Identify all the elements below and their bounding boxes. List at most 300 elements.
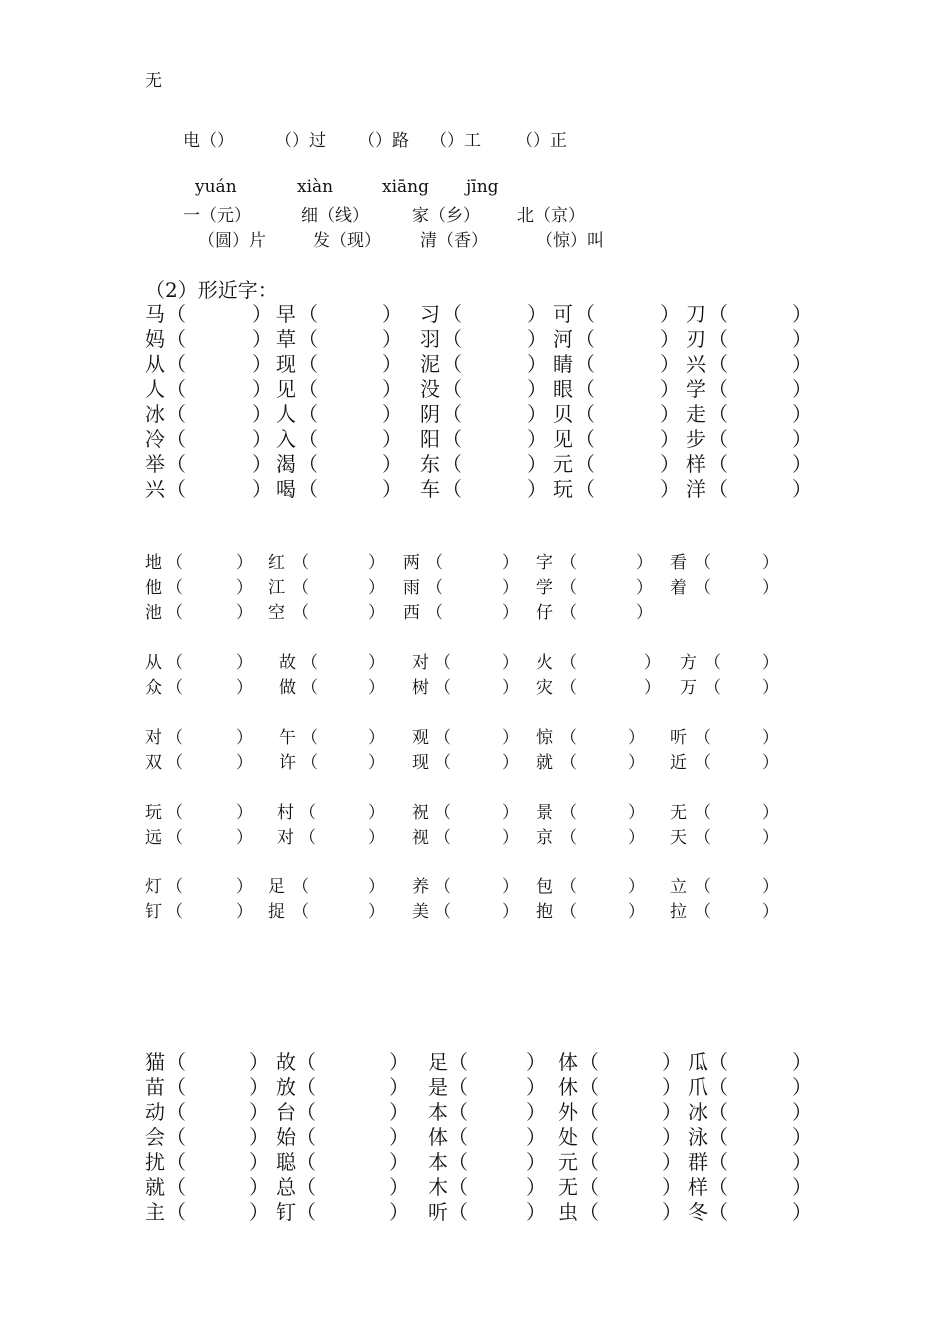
answer-blank-open[interactable]: （ bbox=[694, 877, 711, 897]
exercise-character: 就 bbox=[145, 1175, 165, 1199]
answer-blank-close: ） bbox=[526, 1050, 546, 1074]
answer-blank-close: ） bbox=[644, 678, 661, 698]
exercise-character: 他 bbox=[145, 578, 162, 598]
answer-blank-open[interactable]: （ bbox=[434, 902, 451, 922]
exercise-row bbox=[0, 823, 950, 848]
answer-blank-close: ） bbox=[636, 553, 653, 573]
exercise-row bbox=[0, 1196, 950, 1224]
answer-blank-open[interactable]: （ bbox=[296, 1200, 316, 1224]
answer-blank-open[interactable]: （ bbox=[708, 327, 728, 351]
answer-blank-open[interactable]: （ bbox=[694, 803, 711, 823]
exercise-character: 虫 bbox=[558, 1200, 578, 1224]
answer-blank-close: ） bbox=[762, 653, 779, 673]
exercise-character: 体 bbox=[558, 1050, 578, 1074]
answer-blank-open[interactable]: （ bbox=[560, 553, 577, 573]
answer-blank-close: ） bbox=[660, 302, 680, 326]
answer-blank-close: ） bbox=[660, 377, 680, 401]
answer-blank-open[interactable]: （ bbox=[166, 902, 183, 922]
answer-blank-open[interactable]: （ bbox=[292, 553, 309, 573]
exercise-character: 学 bbox=[536, 578, 553, 598]
exercise-character: 马 bbox=[145, 302, 165, 326]
exercise-character: 学 bbox=[686, 377, 706, 401]
exercise-character: 听 bbox=[428, 1200, 448, 1224]
answer-blank-close: ） bbox=[628, 753, 645, 773]
answer-blank-close: ） bbox=[368, 753, 385, 773]
answer-blank-open[interactable]: （ bbox=[166, 1100, 186, 1124]
answer-blank-close: ） bbox=[662, 1050, 682, 1074]
answer-blank-open[interactable]: （ bbox=[708, 352, 728, 376]
answer-blank-open[interactable]: （ bbox=[442, 302, 462, 326]
pinyin-label: xiāng bbox=[382, 177, 429, 197]
exercise-character: 阴 bbox=[420, 402, 440, 426]
answer-blank-close: ） bbox=[389, 1200, 409, 1224]
answer-blank-open[interactable]: （ bbox=[434, 803, 451, 823]
answer-blank-close: ） bbox=[389, 1050, 409, 1074]
exercise-row bbox=[0, 1146, 950, 1174]
answer-blank-close: ） bbox=[249, 1050, 269, 1074]
exercise-character: 苗 bbox=[145, 1075, 165, 1099]
answer-blank-open[interactable]: （ bbox=[166, 828, 183, 848]
answer-blank-open[interactable]: （ bbox=[579, 1175, 599, 1199]
answer-blank-close: ） bbox=[792, 452, 812, 476]
exercise-item: （）正 bbox=[516, 131, 567, 151]
answer-blank-open[interactable]: （ bbox=[708, 1100, 728, 1124]
answer-blank-open[interactable]: （ bbox=[166, 377, 186, 401]
answer-blank-open[interactable]: （ bbox=[442, 427, 462, 451]
answer-blank-close: ） bbox=[502, 728, 519, 748]
answer-blank-close: ） bbox=[382, 427, 402, 451]
exercise-character: 树 bbox=[412, 678, 429, 698]
answer-blank-open[interactable]: （ bbox=[166, 402, 186, 426]
answer-blank-close: ） bbox=[368, 553, 385, 573]
answer-blank-close: ） bbox=[502, 902, 519, 922]
exercise-character: 池 bbox=[145, 603, 162, 623]
answer-blank-close: ） bbox=[527, 327, 547, 351]
answer-blank-close: ） bbox=[792, 1175, 812, 1199]
answer-blank-open[interactable]: （ bbox=[560, 603, 577, 623]
answer-blank-open[interactable]: （ bbox=[296, 1050, 316, 1074]
answer-blank-open[interactable]: （ bbox=[560, 578, 577, 598]
answer-blank-close: ） bbox=[636, 603, 653, 623]
exercise-row bbox=[0, 298, 950, 326]
answer-blank-open[interactable]: （ bbox=[560, 728, 577, 748]
answer-blank-open[interactable]: （ bbox=[292, 877, 309, 897]
exercise-character: 对 bbox=[412, 653, 429, 673]
answer-blank-open[interactable]: （ bbox=[166, 1125, 186, 1149]
answer-blank-close: ） bbox=[762, 753, 779, 773]
answer-blank-open[interactable]: （ bbox=[575, 327, 595, 351]
answer-blank-open[interactable]: （ bbox=[298, 427, 318, 451]
exercise-character: 众 bbox=[145, 678, 162, 698]
answer-blank-open[interactable]: （ bbox=[579, 1150, 599, 1174]
answer-blank-open[interactable]: （ bbox=[298, 302, 318, 326]
answer-blank-close: ） bbox=[368, 678, 385, 698]
answer-blank-open[interactable]: （ bbox=[708, 1175, 728, 1199]
exercise-character: 动 bbox=[145, 1100, 165, 1124]
answer-blank-open[interactable]: （ bbox=[166, 728, 183, 748]
answer-blank-open[interactable]: （ bbox=[426, 553, 443, 573]
exercise-character: 仔 bbox=[536, 603, 553, 623]
answer-blank-open[interactable]: （ bbox=[296, 1100, 316, 1124]
answer-blank-close: ） bbox=[502, 578, 519, 598]
exercise-character: 现 bbox=[276, 352, 296, 376]
exercise-character: 养 bbox=[412, 877, 429, 897]
exercise-character: 着 bbox=[670, 578, 687, 598]
answer-blank-open[interactable]: （ bbox=[694, 753, 711, 773]
answer-blank-close: ） bbox=[660, 402, 680, 426]
exercise-character: 阳 bbox=[420, 427, 440, 451]
answer-blank-close: ） bbox=[792, 1150, 812, 1174]
answer-blank-open[interactable]: （ bbox=[296, 1150, 316, 1174]
answer-blank-open[interactable]: （ bbox=[434, 653, 451, 673]
answer-blank-open[interactable]: （ bbox=[708, 1200, 728, 1224]
exercise-character: 爪 bbox=[688, 1075, 708, 1099]
answer-blank-open[interactable]: （ bbox=[166, 653, 183, 673]
exercise-character: 红 bbox=[268, 553, 285, 573]
answer-blank-close: ） bbox=[527, 452, 547, 476]
answer-blank-close: ） bbox=[236, 803, 253, 823]
answer-blank-close: ） bbox=[662, 1200, 682, 1224]
answer-blank-open[interactable]: （ bbox=[166, 803, 183, 823]
exercise-character: 主 bbox=[145, 1200, 165, 1224]
answer-blank-open[interactable]: （ bbox=[301, 753, 318, 773]
answer-blank-close: ） bbox=[660, 327, 680, 351]
answer-blank-open[interactable]: （ bbox=[560, 803, 577, 823]
answer-blank-open[interactable]: （ bbox=[166, 553, 183, 573]
answer-blank-open[interactable]: （ bbox=[166, 753, 183, 773]
exercise-character: 始 bbox=[276, 1125, 296, 1149]
answer-blank-open[interactable]: （ bbox=[694, 828, 711, 848]
answer-blank-open[interactable]: （ bbox=[166, 427, 186, 451]
answer-blank-close: ） bbox=[660, 477, 680, 501]
exercise-character: 故 bbox=[276, 1050, 296, 1074]
answer-blank-open[interactable]: （ bbox=[298, 402, 318, 426]
exercise-character: 睛 bbox=[553, 352, 573, 376]
answer-blank-open[interactable]: （ bbox=[298, 327, 318, 351]
exercise-character: 兴 bbox=[145, 477, 165, 501]
word-pair: 北（京） bbox=[517, 206, 585, 226]
exercise-item: （）路 bbox=[358, 131, 409, 151]
answer-blank-open[interactable]: （ bbox=[426, 603, 443, 623]
section-title: （2）形近字： bbox=[145, 278, 278, 302]
answer-blank-open[interactable]: （ bbox=[442, 402, 462, 426]
exercise-character: 现 bbox=[412, 753, 429, 773]
answer-blank-close: ） bbox=[236, 902, 253, 922]
exercise-character: 冰 bbox=[145, 402, 165, 426]
answer-blank-open[interactable]: （ bbox=[575, 402, 595, 426]
exercise-character: 步 bbox=[686, 427, 706, 451]
answer-blank-open[interactable]: （ bbox=[448, 1100, 468, 1124]
answer-blank-open[interactable]: （ bbox=[442, 377, 462, 401]
answer-blank-open[interactable]: （ bbox=[442, 327, 462, 351]
answer-blank-open[interactable]: （ bbox=[560, 753, 577, 773]
answer-blank-close: ） bbox=[527, 477, 547, 501]
answer-blank-close: ） bbox=[527, 352, 547, 376]
answer-blank-close: ） bbox=[792, 402, 812, 426]
exercise-character: 故 bbox=[279, 653, 296, 673]
exercise-character: 猫 bbox=[145, 1050, 165, 1074]
exercise-character: 泳 bbox=[688, 1125, 708, 1149]
exercise-row bbox=[0, 1171, 950, 1199]
answer-blank-close: ） bbox=[252, 352, 272, 376]
answer-blank-open[interactable]: （ bbox=[708, 1050, 728, 1074]
exercise-character: 万 bbox=[680, 678, 697, 698]
answer-blank-open[interactable]: （ bbox=[298, 377, 318, 401]
answer-blank-open[interactable]: （ bbox=[694, 728, 711, 748]
exercise-character: 外 bbox=[558, 1100, 578, 1124]
answer-blank-close: ） bbox=[389, 1100, 409, 1124]
answer-blank-close: ） bbox=[792, 1200, 812, 1224]
exercise-character: 村 bbox=[277, 803, 294, 823]
answer-blank-open[interactable]: （ bbox=[708, 477, 728, 501]
answer-blank-open[interactable]: （ bbox=[708, 402, 728, 426]
answer-blank-open[interactable]: （ bbox=[166, 678, 183, 698]
answer-blank-open[interactable]: （ bbox=[166, 1175, 186, 1199]
exercise-character: 瓜 bbox=[688, 1050, 708, 1074]
answer-blank-open[interactable]: （ bbox=[301, 728, 318, 748]
exercise-character: 对 bbox=[145, 728, 162, 748]
exercise-row bbox=[0, 1071, 950, 1099]
answer-blank-close: ） bbox=[662, 1075, 682, 1099]
answer-blank-close: ） bbox=[762, 877, 779, 897]
answer-blank-open[interactable]: （ bbox=[298, 477, 318, 501]
answer-blank-close: ） bbox=[762, 553, 779, 573]
answer-blank-close: ） bbox=[236, 603, 253, 623]
exercise-character: 贝 bbox=[553, 402, 573, 426]
exercise-character: 拉 bbox=[670, 902, 687, 922]
answer-blank-close: ） bbox=[249, 1175, 269, 1199]
page-header-text: 无 bbox=[145, 71, 162, 91]
answer-blank-open[interactable]: （ bbox=[299, 803, 316, 823]
answer-blank-open[interactable]: （ bbox=[579, 1075, 599, 1099]
answer-blank-open[interactable]: （ bbox=[166, 877, 183, 897]
answer-blank-open[interactable]: （ bbox=[694, 553, 711, 573]
exercise-character: 江 bbox=[268, 578, 285, 598]
pinyin-label: yuán bbox=[195, 177, 237, 197]
exercise-row bbox=[0, 748, 950, 773]
answer-blank-close: ） bbox=[368, 603, 385, 623]
answer-blank-open[interactable]: （ bbox=[708, 427, 728, 451]
exercise-character: 包 bbox=[536, 877, 553, 897]
answer-blank-open[interactable]: （ bbox=[442, 452, 462, 476]
answer-blank-open[interactable]: （ bbox=[448, 1200, 468, 1224]
answer-blank-open[interactable]: （ bbox=[694, 902, 711, 922]
answer-blank-open[interactable]: （ bbox=[296, 1075, 316, 1099]
exercise-character: 西 bbox=[403, 603, 420, 623]
answer-blank-open[interactable]: （ bbox=[448, 1175, 468, 1199]
answer-blank-close: ） bbox=[249, 1125, 269, 1149]
answer-blank-open[interactable]: （ bbox=[298, 352, 318, 376]
answer-blank-open[interactable]: （ bbox=[298, 452, 318, 476]
answer-blank-close: ） bbox=[368, 902, 385, 922]
exercise-character: 本 bbox=[428, 1100, 448, 1124]
answer-blank-open[interactable]: （ bbox=[704, 653, 721, 673]
word-pair: 一（元） bbox=[183, 206, 251, 226]
answer-blank-open[interactable]: （ bbox=[575, 427, 595, 451]
exercise-character: 抱 bbox=[536, 902, 553, 922]
answer-blank-close: ） bbox=[236, 877, 253, 897]
exercise-character: 视 bbox=[412, 828, 429, 848]
answer-blank-open[interactable]: （ bbox=[434, 828, 451, 848]
answer-blank-open[interactable]: （ bbox=[296, 1125, 316, 1149]
word-pair: （惊）叫 bbox=[536, 231, 604, 251]
exercise-character: 足 bbox=[428, 1050, 448, 1074]
answer-blank-open[interactable]: （ bbox=[434, 877, 451, 897]
pinyin-label: xiàn bbox=[297, 177, 334, 197]
answer-blank-open[interactable]: （ bbox=[301, 653, 318, 673]
exercise-character: 样 bbox=[686, 452, 706, 476]
answer-blank-open[interactable]: （ bbox=[292, 603, 309, 623]
exercise-character: 聪 bbox=[276, 1150, 296, 1174]
answer-blank-open[interactable]: （ bbox=[575, 302, 595, 326]
answer-blank-open[interactable]: （ bbox=[426, 578, 443, 598]
answer-blank-close: ） bbox=[662, 1175, 682, 1199]
answer-blank-close: ） bbox=[502, 828, 519, 848]
answer-blank-open[interactable]: （ bbox=[575, 352, 595, 376]
exercise-row bbox=[0, 673, 950, 698]
exercise-character: 喝 bbox=[276, 477, 296, 501]
answer-blank-open[interactable]: （ bbox=[166, 1150, 186, 1174]
exercise-character: 可 bbox=[553, 302, 573, 326]
exercise-character: 见 bbox=[553, 427, 573, 451]
answer-blank-open[interactable]: （ bbox=[299, 828, 316, 848]
answer-blank-open[interactable]: （ bbox=[560, 902, 577, 922]
exercise-character: 天 bbox=[670, 828, 687, 848]
answer-blank-open[interactable]: （ bbox=[708, 1075, 728, 1099]
answer-blank-open[interactable]: （ bbox=[301, 678, 318, 698]
exercise-character: 灯 bbox=[145, 877, 162, 897]
answer-blank-close: ） bbox=[644, 653, 661, 673]
answer-blank-close: ） bbox=[628, 877, 645, 897]
exercise-character: 就 bbox=[536, 753, 553, 773]
answer-blank-open[interactable]: （ bbox=[166, 477, 186, 501]
exercise-character: 没 bbox=[420, 377, 440, 401]
exercise-character: 空 bbox=[268, 603, 285, 623]
answer-blank-open[interactable]: （ bbox=[579, 1050, 599, 1074]
answer-blank-close: ） bbox=[252, 452, 272, 476]
answer-blank-open[interactable]: （ bbox=[575, 377, 595, 401]
answer-blank-close: ） bbox=[792, 327, 812, 351]
answer-blank-open[interactable]: （ bbox=[434, 678, 451, 698]
exercise-character: 京 bbox=[536, 828, 553, 848]
answer-blank-open[interactable]: （ bbox=[448, 1075, 468, 1099]
answer-blank-open[interactable]: （ bbox=[560, 828, 577, 848]
answer-blank-close: ） bbox=[368, 653, 385, 673]
answer-blank-open[interactable]: （ bbox=[575, 452, 595, 476]
answer-blank-open[interactable]: （ bbox=[560, 678, 577, 698]
answer-blank-open[interactable]: （ bbox=[708, 302, 728, 326]
answer-blank-open[interactable]: （ bbox=[166, 452, 186, 476]
exercise-character: 惊 bbox=[536, 728, 553, 748]
exercise-character: 眼 bbox=[553, 377, 573, 401]
answer-blank-open[interactable]: （ bbox=[166, 578, 183, 598]
answer-blank-open[interactable]: （ bbox=[166, 1200, 186, 1224]
exercise-character: 许 bbox=[279, 753, 296, 773]
answer-blank-close: ） bbox=[762, 902, 779, 922]
exercise-item: （）工 bbox=[430, 131, 481, 151]
answer-blank-close: ） bbox=[660, 352, 680, 376]
answer-blank-open[interactable]: （ bbox=[296, 1175, 316, 1199]
answer-blank-open[interactable]: （ bbox=[434, 728, 451, 748]
answer-blank-open[interactable]: （ bbox=[708, 1150, 728, 1174]
answer-blank-open[interactable]: （ bbox=[560, 877, 577, 897]
answer-blank-open[interactable]: （ bbox=[166, 352, 186, 376]
exercise-row bbox=[0, 473, 950, 501]
exercise-character: 看 bbox=[670, 553, 687, 573]
answer-blank-open[interactable]: （ bbox=[694, 578, 711, 598]
answer-blank-open[interactable]: （ bbox=[708, 452, 728, 476]
exercise-character: 景 bbox=[536, 803, 553, 823]
exercise-character: 从 bbox=[145, 352, 165, 376]
answer-blank-open[interactable]: （ bbox=[704, 678, 721, 698]
exercise-character: 渴 bbox=[276, 452, 296, 476]
exercise-character: 休 bbox=[558, 1075, 578, 1099]
answer-blank-open[interactable]: （ bbox=[434, 753, 451, 773]
answer-blank-close: ） bbox=[236, 553, 253, 573]
answer-blank-close: ） bbox=[792, 427, 812, 451]
answer-blank-close: ） bbox=[526, 1175, 546, 1199]
answer-blank-open[interactable]: （ bbox=[166, 1050, 186, 1074]
answer-blank-close: ） bbox=[249, 1075, 269, 1099]
answer-blank-close: ） bbox=[249, 1150, 269, 1174]
answer-blank-close: ） bbox=[628, 902, 645, 922]
answer-blank-open[interactable]: （ bbox=[448, 1125, 468, 1149]
answer-blank-open[interactable]: （ bbox=[560, 653, 577, 673]
exercise-character: 河 bbox=[553, 327, 573, 351]
answer-blank-open[interactable]: （ bbox=[708, 377, 728, 401]
answer-blank-open[interactable]: （ bbox=[166, 1075, 186, 1099]
exercise-character: 元 bbox=[553, 452, 573, 476]
answer-blank-open[interactable]: （ bbox=[166, 302, 186, 326]
exercise-character: 举 bbox=[145, 452, 165, 476]
exercise-character: 雨 bbox=[403, 578, 420, 598]
answer-blank-close: ） bbox=[792, 477, 812, 501]
answer-blank-close: ） bbox=[660, 427, 680, 451]
answer-blank-close: ） bbox=[662, 1100, 682, 1124]
exercise-character: 火 bbox=[536, 653, 553, 673]
answer-blank-open[interactable]: （ bbox=[579, 1100, 599, 1124]
answer-blank-close: ） bbox=[762, 803, 779, 823]
exercise-row bbox=[0, 448, 950, 476]
answer-blank-open[interactable]: （ bbox=[448, 1050, 468, 1074]
answer-blank-open[interactable]: （ bbox=[448, 1150, 468, 1174]
answer-blank-close: ） bbox=[382, 352, 402, 376]
answer-blank-close: ） bbox=[762, 828, 779, 848]
answer-blank-open[interactable]: （ bbox=[292, 578, 309, 598]
answer-blank-close: ） bbox=[636, 578, 653, 598]
answer-blank-open[interactable]: （ bbox=[442, 352, 462, 376]
exercise-character: 入 bbox=[276, 427, 296, 451]
answer-blank-close: ） bbox=[252, 377, 272, 401]
answer-blank-close: ） bbox=[762, 578, 779, 598]
answer-blank-open[interactable]: （ bbox=[442, 477, 462, 501]
answer-blank-open[interactable]: （ bbox=[166, 327, 186, 351]
answer-blank-close: ） bbox=[628, 803, 645, 823]
exercise-row bbox=[0, 872, 950, 897]
answer-blank-close: ） bbox=[252, 302, 272, 326]
exercise-character: 体 bbox=[428, 1125, 448, 1149]
answer-blank-open[interactable]: （ bbox=[292, 902, 309, 922]
answer-blank-open[interactable]: （ bbox=[579, 1125, 599, 1149]
answer-blank-close: ） bbox=[502, 678, 519, 698]
answer-blank-open[interactable]: （ bbox=[575, 477, 595, 501]
answer-blank-open[interactable]: （ bbox=[579, 1200, 599, 1224]
word-pair: 细（线） bbox=[301, 206, 369, 226]
exercise-row bbox=[0, 1121, 950, 1149]
answer-blank-close: ） bbox=[382, 377, 402, 401]
answer-blank-open[interactable]: （ bbox=[166, 603, 183, 623]
answer-blank-open[interactable]: （ bbox=[708, 1125, 728, 1149]
